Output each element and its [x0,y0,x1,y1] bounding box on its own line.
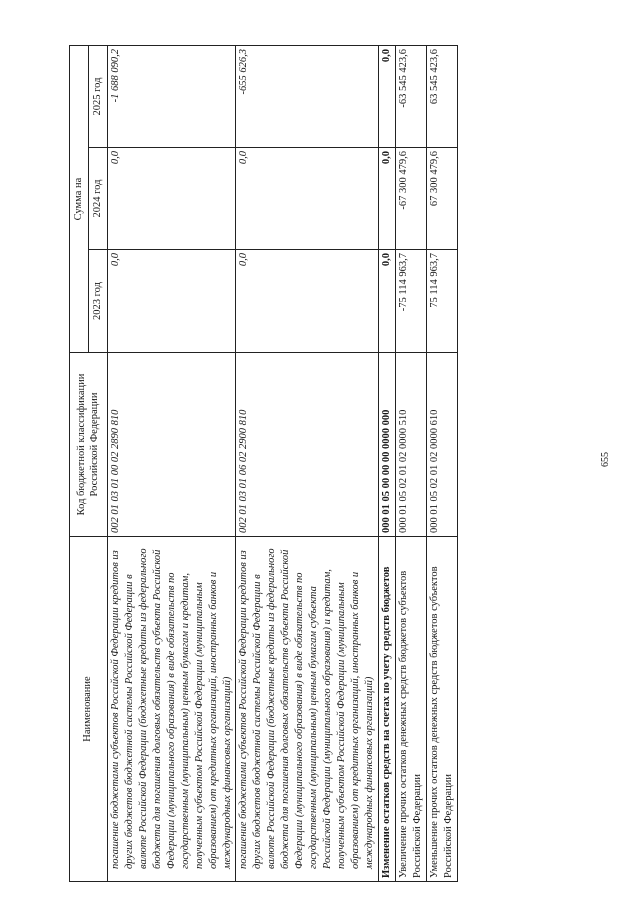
header-year-2023: 2023 год [88,250,107,353]
row-code: 000 01 05 02 01 02 0000 610 [426,353,457,537]
row-code: 000 01 05 02 01 02 0000 510 [395,353,426,537]
row-value-2025: 0,0 [379,46,396,148]
row-name: погашение бюджетами субъектов Российской Федерации кредитов из других бюджетов бюджетной системы Российской Федерации в валюте Российской Федерации (бюджетные кредиты из федерального бюджета для погашения долговых обязательств субъекта Российской Федерации (муниципального образования) в виде обязательств по государственным (муниципальным) ценным бумагам субъекта Российской Федерации (муниципального образования) и кредитам, полученным субъектом Российской Федерации (муниципальным образованием) от кредитных организаций, иностранных банков и международных финансовых организаций) [236,537,379,882]
row-value-2024: -67 300 479,6 [395,148,426,250]
table-row [107,46,236,882]
header-year-2024: 2024 год [88,148,107,250]
row-value-2025: -63 545 423,6 [395,46,426,148]
row-name: Изменение остатков средств на счетах по учету средств бюджетов [379,537,396,882]
row-value-2025: -1 688 090,2 [107,46,236,148]
header-sum: Сумма на [70,46,89,353]
row-value-2023: 0,0 [107,250,236,353]
header-name: Наименование [70,537,108,882]
table-row [395,46,426,882]
row-value-2024: 0,0 [236,148,379,250]
row-value-2025: 63 545 423,6 [426,46,457,148]
row-value-2024: 67 300 479,6 [426,148,457,250]
budget-sources-table [69,45,458,882]
row-name: погашение бюджетами субъектов Российской Федерации кредитов из других бюджетов бюджетной системы Российской Федерации в валюте Российской Федерации (бюджетные кредиты из федерального бюджета для погашения долговых обязательств субъекта Российской Федерации (муниципального образования) в виде обязательств по государственным (муниципальным) ценным бумагам и кредитам, полученным субъектом Российской Федерации (муниципальным образованием) от кредитных организаций, иностранных банков и международных финансовых организаций) [107,537,236,882]
header-code: Код бюджетной классификации Российской Федерации [70,353,108,537]
row-code: 000 01 05 00 00 00 0000 000 [379,353,396,537]
row-name: Увеличение прочих остатков денежных средств бюджетов субъектов Российской Федерации [395,537,426,882]
row-code: 002 01 03 01 06 02 2900 810 [236,353,379,537]
row-value-2025: -655 626,3 [236,46,379,148]
rotated-page-content [0,28,640,888]
header-year-2025: 2025 год [88,46,107,148]
row-value-2024: 0,0 [379,148,396,250]
row-code: 002 01 03 01 00 02 2890 810 [107,353,236,537]
row-value-2023: -75 114 963,7 [395,250,426,353]
row-value-2023: 0,0 [379,250,396,353]
row-name: Уменьшение прочих остатков денежных средств бюджетов субъектов Российской Федерации [426,537,457,882]
table-row [236,46,379,882]
row-value-2024: 0,0 [107,148,236,250]
table-row [379,46,396,882]
row-value-2023: 0,0 [236,250,379,353]
row-value-2023: 75 114 963,7 [426,250,457,353]
page-number: 655 [600,452,611,467]
table-row [426,46,457,882]
